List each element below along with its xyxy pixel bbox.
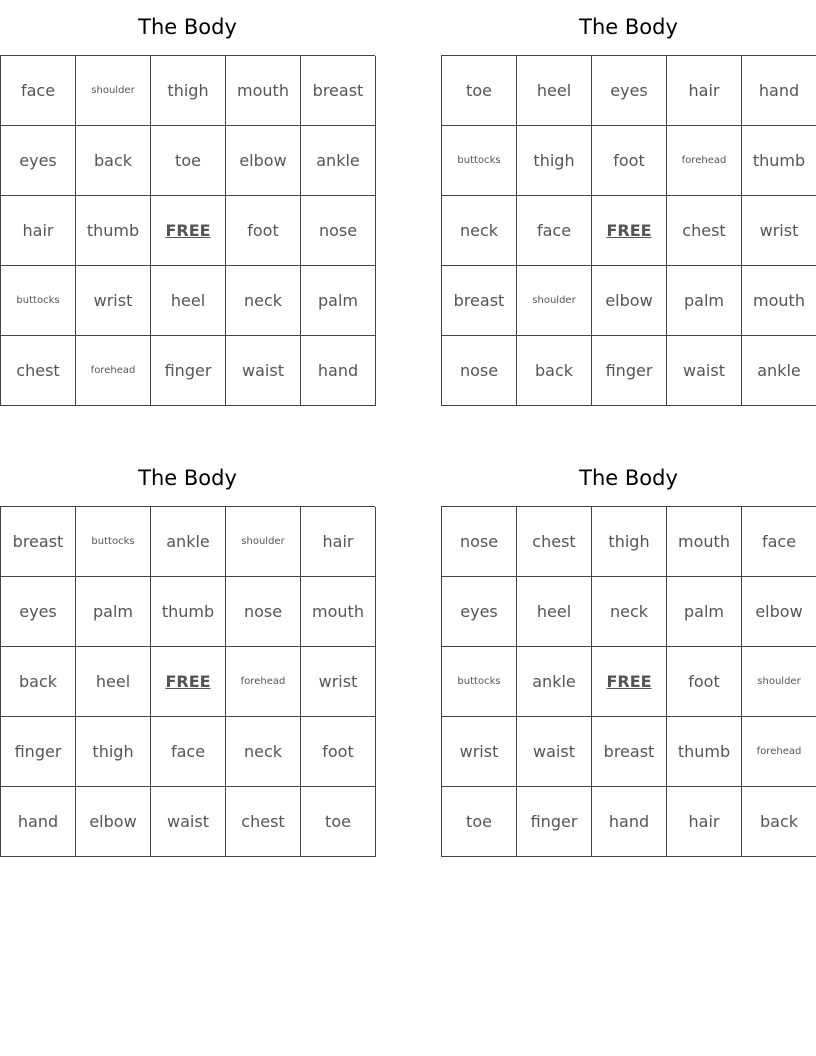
- bingo-cell: face: [1, 56, 76, 126]
- bingo-cell: shoulder: [742, 647, 816, 717]
- bingo-cell: breast: [592, 717, 667, 787]
- bingo-cell: palm: [667, 266, 742, 336]
- bingo-cell: waist: [151, 787, 226, 857]
- bingo-cell: eyes: [592, 56, 667, 126]
- bingo-card-1: [0, 0, 375, 406]
- bingo-cell: wrist: [76, 266, 151, 336]
- bingo-cell: ankle: [742, 336, 816, 406]
- bingo-cell: chest: [517, 507, 592, 577]
- bingo-cell: elbow: [76, 787, 151, 857]
- bingo-cell: chest: [667, 196, 742, 266]
- bingo-cell: back: [517, 336, 592, 406]
- bingo-cell: breast: [1, 507, 76, 577]
- bingo-cell: toe: [442, 56, 517, 126]
- bingo-cell: palm: [301, 266, 376, 336]
- bingo-cell: heel: [76, 647, 151, 717]
- bingo-cell: nose: [226, 577, 301, 647]
- bingo-cell: finger: [517, 787, 592, 857]
- bingo-cell: foot: [301, 717, 376, 787]
- bingo-cell: heel: [151, 266, 226, 336]
- bingo-cell: mouth: [226, 56, 301, 126]
- bingo-cell: forehead: [667, 126, 742, 196]
- bingo-cell: thumb: [742, 126, 816, 196]
- bingo-grid: [441, 55, 816, 406]
- bingo-cell: mouth: [742, 266, 816, 336]
- bingo-cell: finger: [151, 336, 226, 406]
- bingo-cell: thumb: [667, 717, 742, 787]
- bingo-cell: waist: [226, 336, 301, 406]
- bingo-cell: shoulder: [76, 56, 151, 126]
- bingo-cell: face: [151, 717, 226, 787]
- bingo-card-3: [0, 451, 375, 857]
- bingo-cell: thigh: [517, 126, 592, 196]
- card-title: The Body: [138, 15, 237, 39]
- bingo-cell: nose: [442, 507, 517, 577]
- bingo-cell: foot: [592, 126, 667, 196]
- bingo-cell: foot: [667, 647, 742, 717]
- bingo-cell: buttocks: [442, 647, 517, 717]
- bingo-cell: eyes: [442, 577, 517, 647]
- bingo-cell: buttocks: [442, 126, 517, 196]
- card-title: The Body: [138, 466, 237, 490]
- bingo-cell: wrist: [301, 647, 376, 717]
- bingo-cell: chest: [226, 787, 301, 857]
- bingo-cell: hand: [301, 336, 376, 406]
- bingo-cell: heel: [517, 56, 592, 126]
- bingo-cell: mouth: [301, 577, 376, 647]
- bingo-cell: waist: [667, 336, 742, 406]
- bingo-cell: hair: [301, 507, 376, 577]
- bingo-cell: finger: [592, 336, 667, 406]
- bingo-cell: buttocks: [76, 507, 151, 577]
- bingo-cell: toe: [301, 787, 376, 857]
- bingo-cell: breast: [301, 56, 376, 126]
- bingo-cell: back: [1, 647, 76, 717]
- bingo-cell: neck: [442, 196, 517, 266]
- bingo-cell: thigh: [151, 56, 226, 126]
- bingo-cell: elbow: [226, 126, 301, 196]
- bingo-cell: ankle: [517, 647, 592, 717]
- card-title: The Body: [579, 466, 678, 490]
- bingo-grid: [441, 506, 816, 857]
- bingo-cell: wrist: [742, 196, 816, 266]
- bingo-cell: foot: [226, 196, 301, 266]
- bingo-cell: shoulder: [226, 507, 301, 577]
- bingo-cell: eyes: [1, 577, 76, 647]
- bingo-card-4: [441, 451, 816, 857]
- bingo-cell: mouth: [667, 507, 742, 577]
- bingo-cell: thumb: [76, 196, 151, 266]
- bingo-cell: neck: [226, 717, 301, 787]
- bingo-cell: palm: [667, 577, 742, 647]
- bingo-cell: forehead: [76, 336, 151, 406]
- bingo-cell: hair: [667, 787, 742, 857]
- bingo-cell: hand: [592, 787, 667, 857]
- bingo-cell: finger: [1, 717, 76, 787]
- bingo-cell: back: [742, 787, 816, 857]
- bingo-cell: hair: [667, 56, 742, 126]
- bingo-cell: back: [76, 126, 151, 196]
- bingo-cell: elbow: [742, 577, 816, 647]
- bingo-card-2: [441, 0, 816, 406]
- bingo-cell: shoulder: [517, 266, 592, 336]
- bingo-cell: nose: [301, 196, 376, 266]
- bingo-cell: face: [742, 507, 816, 577]
- free-space: FREE: [151, 647, 226, 717]
- bingo-cell: waist: [517, 717, 592, 787]
- bingo-cell: ankle: [151, 507, 226, 577]
- bingo-grid: [0, 55, 375, 406]
- bingo-cell: toe: [151, 126, 226, 196]
- free-space: FREE: [592, 647, 667, 717]
- bingo-cell: ankle: [301, 126, 376, 196]
- bingo-cell: hand: [742, 56, 816, 126]
- bingo-cell: hair: [1, 196, 76, 266]
- bingo-cell: forehead: [742, 717, 816, 787]
- free-space: FREE: [592, 196, 667, 266]
- bingo-cell: thigh: [76, 717, 151, 787]
- bingo-cell: neck: [592, 577, 667, 647]
- bingo-cell: thigh: [592, 507, 667, 577]
- bingo-cell: wrist: [442, 717, 517, 787]
- bingo-cell: elbow: [592, 266, 667, 336]
- bingo-cell: heel: [517, 577, 592, 647]
- bingo-cell: forehead: [226, 647, 301, 717]
- bingo-cell: hand: [1, 787, 76, 857]
- free-space: FREE: [151, 196, 226, 266]
- bingo-cell: toe: [442, 787, 517, 857]
- bingo-cell: chest: [1, 336, 76, 406]
- bingo-cell: eyes: [1, 126, 76, 196]
- card-title: The Body: [579, 15, 678, 39]
- bingo-cell: face: [517, 196, 592, 266]
- bingo-cell: thumb: [151, 577, 226, 647]
- bingo-cell: buttocks: [1, 266, 76, 336]
- bingo-cell: palm: [76, 577, 151, 647]
- bingo-cell: neck: [226, 266, 301, 336]
- bingo-grid: [0, 506, 375, 857]
- bingo-cell: nose: [442, 336, 517, 406]
- bingo-cell: breast: [442, 266, 517, 336]
